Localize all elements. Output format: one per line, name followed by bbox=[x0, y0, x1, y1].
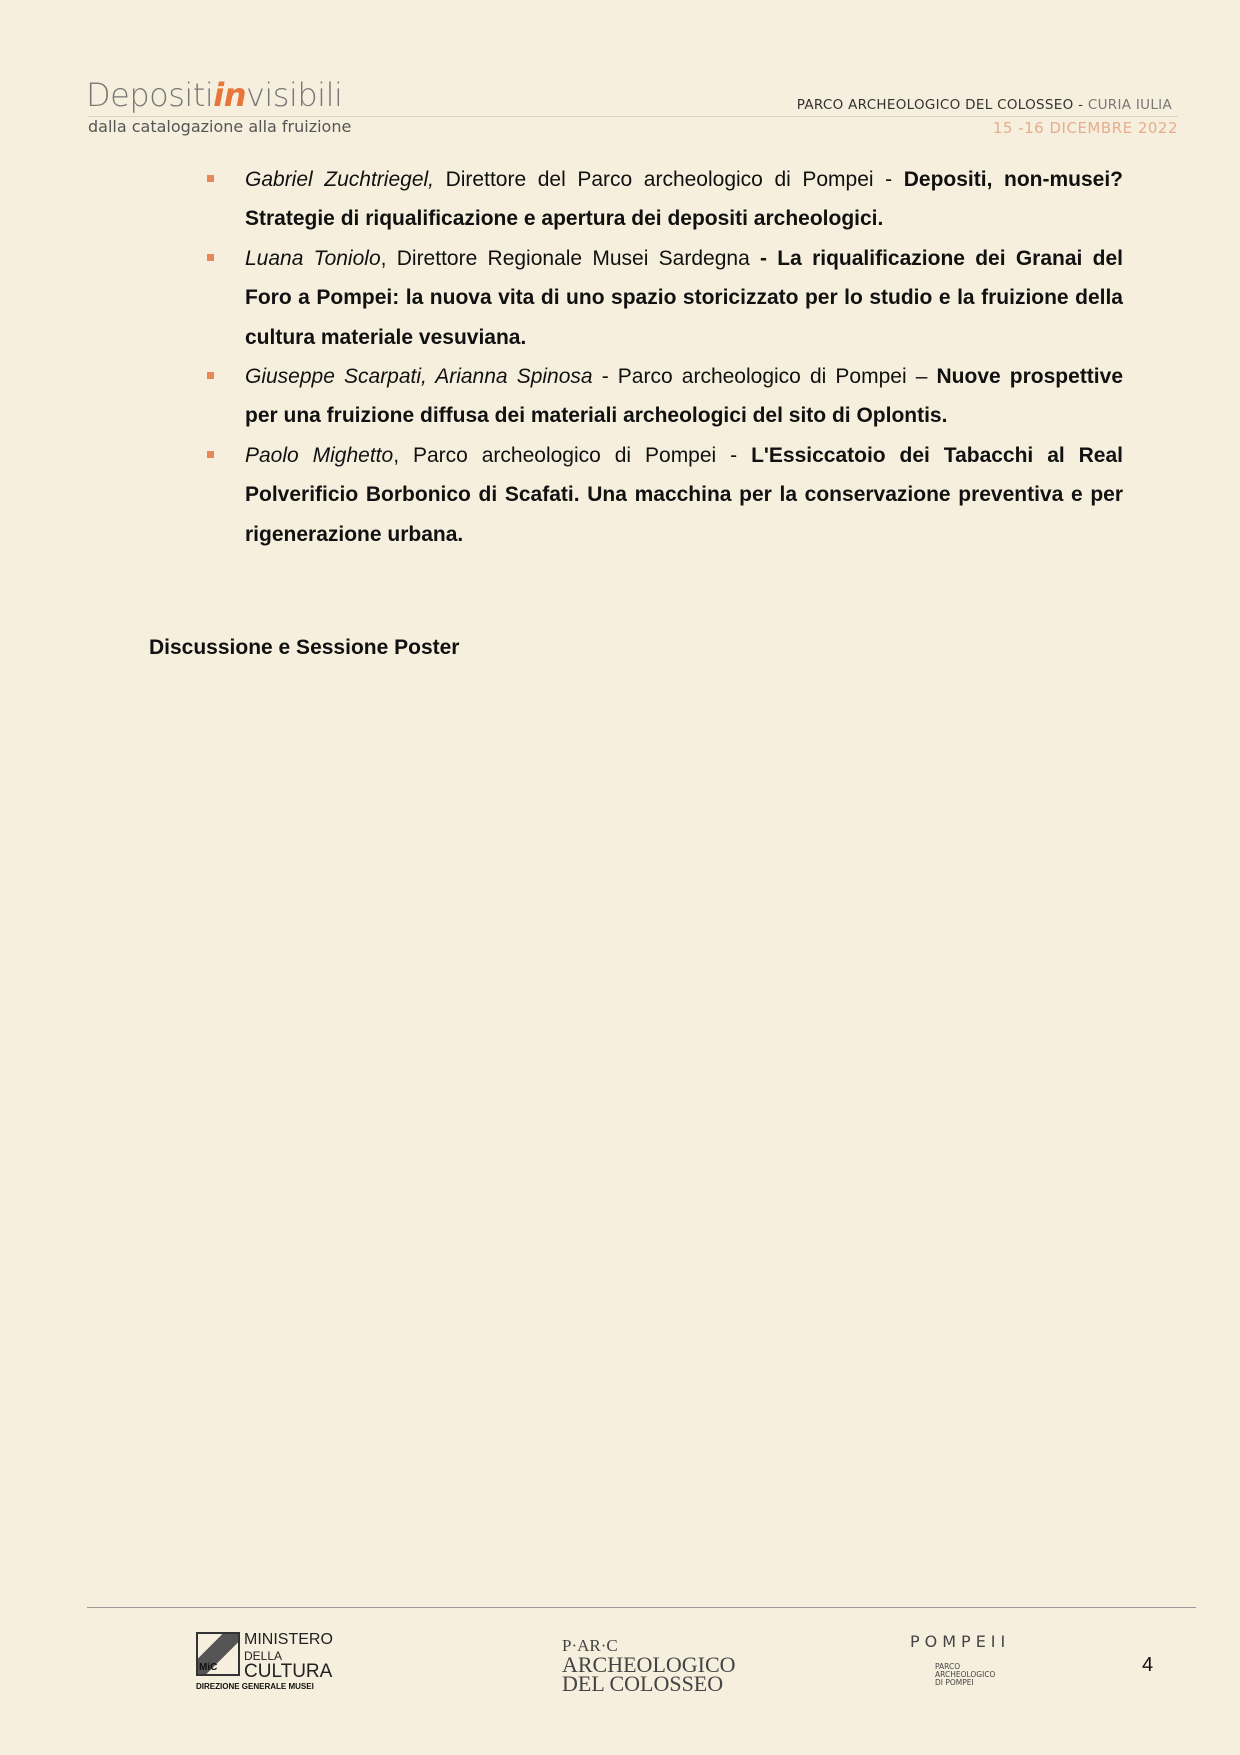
mic-logo bbox=[196, 1631, 333, 1691]
colosseo-line: ARCHEOLOGICO bbox=[562, 1652, 736, 1677]
talk-title: Nuove prospettive per una fruizione diffusa dei materiali archeologici del sito di Oplontis. bbox=[245, 365, 1123, 428]
header-logo bbox=[86, 76, 342, 114]
header-date: 15 -16 DICEMBRE 2022 bbox=[992, 119, 1178, 137]
talk-affiliation: - Parco archeologico di Pompei – bbox=[592, 365, 937, 389]
logo-text-accent: in bbox=[213, 76, 246, 114]
pompei-sub bbox=[935, 1663, 1010, 1687]
talk-list bbox=[245, 160, 1123, 554]
talk-title: Depositi, non-musei? Strategie di riqualificazione e apertura dei depositi archeologici. bbox=[245, 168, 1124, 231]
venue-sub: CURIA IULIA bbox=[1087, 97, 1172, 113]
pompei-logo bbox=[910, 1632, 1010, 1687]
bullet-icon bbox=[207, 372, 214, 379]
bullet-icon bbox=[207, 451, 214, 458]
footer-divider bbox=[87, 1607, 1196, 1608]
mic-line: CULTURA bbox=[244, 1661, 333, 1682]
header-subtitle: dalla catalogazione alla fruizione bbox=[88, 117, 352, 136]
talk-author: Gabriel Zuchtriegel, bbox=[245, 168, 435, 191]
mic-emblem-icon bbox=[196, 1632, 240, 1676]
header-divider bbox=[88, 116, 1178, 117]
list-item bbox=[245, 357, 1123, 436]
list-item bbox=[245, 160, 1123, 239]
pompei-name: POMPEII bbox=[910, 1632, 1011, 1651]
logo-text: Depositi bbox=[86, 76, 214, 114]
talk-affiliation: Direttore del Parco archeologico di Pompei - bbox=[434, 168, 904, 191]
logo-text: visibili bbox=[245, 76, 343, 114]
discussion-heading: Discussione e Sessione Poster bbox=[149, 636, 460, 659]
pompei-line: DI POMPEI bbox=[935, 1678, 974, 1687]
pompei-line: ARCHEOLOGICO bbox=[935, 1670, 996, 1679]
talk-title: L'Essiccatoio dei Tabacchi al Real Polverificio Borbonico di Scafati. Una macchina per la conservazione preventiva e per rigenerazione urbana. bbox=[245, 443, 1123, 546]
pompei-line: PARCO bbox=[935, 1662, 961, 1671]
mic-direzione: DIREZIONE GENERALE MUSEI bbox=[196, 1682, 314, 1691]
talk-title: - La riqualificazione dei Granai del Foro a Pompei: la nuova vita di uno spazio storicizzato per lo studio e la fruizione della cultura materiale vesuviana. bbox=[245, 246, 1123, 349]
talk-affiliation: , Parco archeologico di Pompei - bbox=[393, 443, 752, 467]
talk-author: Luana Toniolo bbox=[245, 246, 381, 270]
list-item bbox=[245, 436, 1123, 554]
mic-line: MINISTERO bbox=[244, 1631, 333, 1648]
mic-line: DELLA bbox=[244, 1649, 283, 1663]
colosseo-logo bbox=[562, 1636, 736, 1696]
talk-author: Paolo Mighetto bbox=[245, 443, 394, 467]
mic-text bbox=[244, 1632, 333, 1680]
venue-main: PARCO ARCHEOLOGICO DEL COLOSSEO - bbox=[796, 97, 1088, 113]
page-number: 4 bbox=[1142, 1654, 1154, 1676]
colosseo-line: DEL COLOSSEO bbox=[562, 1671, 724, 1696]
list-item bbox=[245, 239, 1123, 357]
bullet-icon bbox=[207, 254, 214, 261]
colosseo-line: P·AR·C bbox=[562, 1636, 618, 1655]
header-venue bbox=[797, 97, 1172, 113]
mic-badge: MiC bbox=[199, 1662, 218, 1673]
talk-author: Giuseppe Scarpati, Arianna Spinosa bbox=[245, 365, 593, 389]
bullet-icon bbox=[207, 175, 214, 182]
talk-affiliation: , Direttore Regionale Musei Sardegna bbox=[380, 246, 761, 270]
